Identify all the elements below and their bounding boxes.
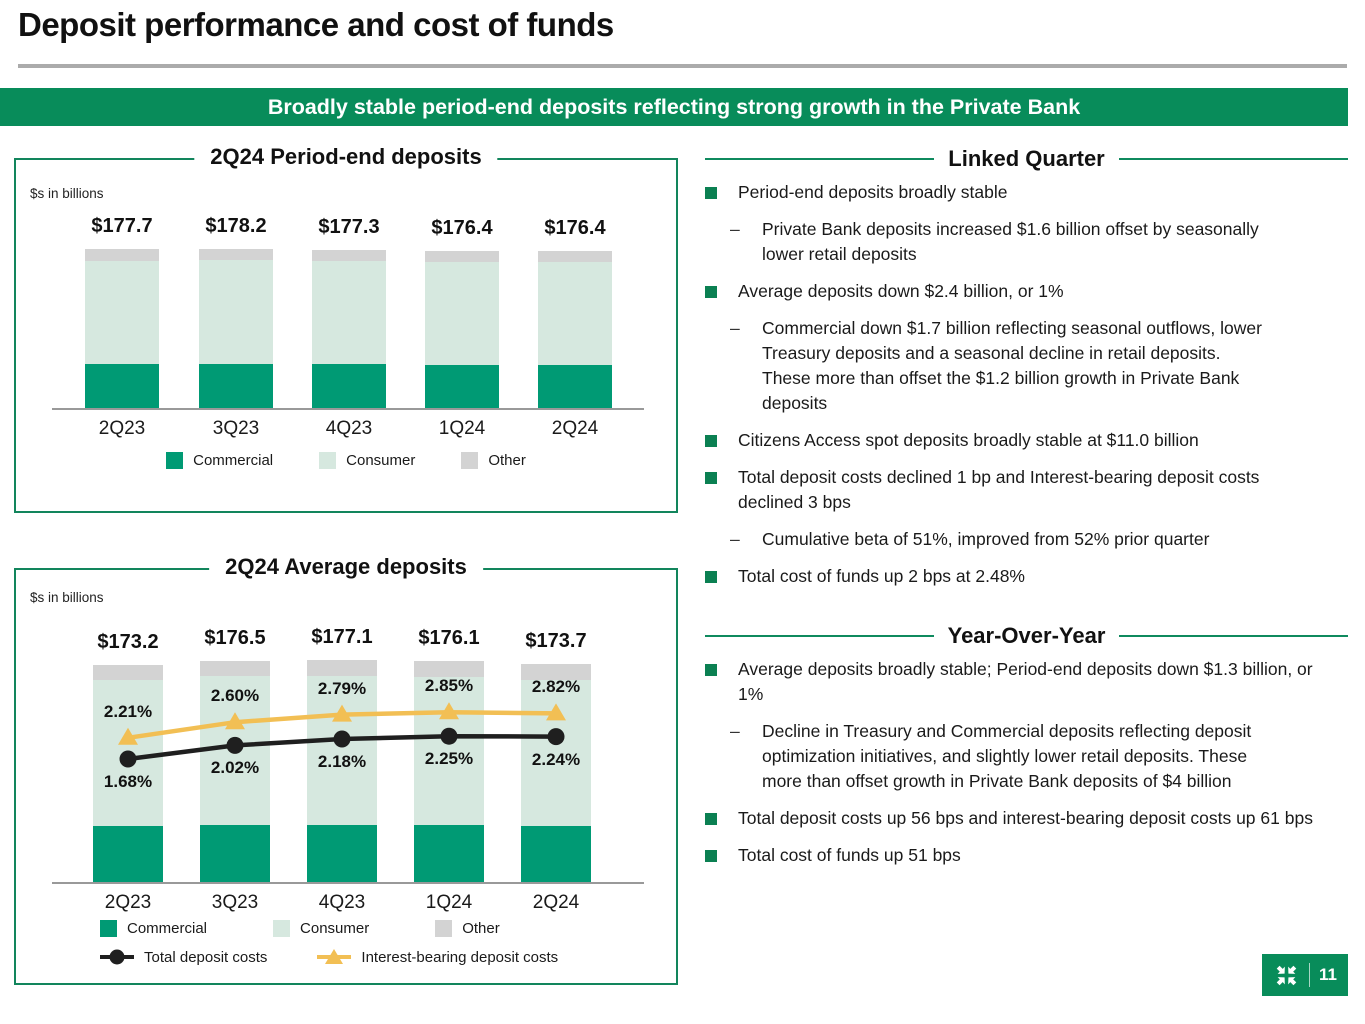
bar-segment-commercial: [200, 825, 270, 883]
bar-segment-consumer: [538, 262, 612, 365]
legend-item: [273, 920, 369, 937]
bullet-text: Period-end deposits broadly stable: [738, 182, 1008, 202]
bar-segment-other: [199, 249, 273, 260]
bar-segment-other: [307, 660, 377, 676]
bullet-square-icon: [705, 187, 717, 199]
section-title: Linked Quarter: [948, 146, 1105, 171]
bullet-text: Total cost of funds up 51 bps: [738, 845, 961, 865]
bullet-text: Private Bank deposits increased $1.6 billion offset by seasonally lower retail deposits: [762, 219, 1259, 264]
bullet-text: Total deposit costs declined 1 bp and Interest-bearing deposit costs declined 3 bps: [738, 467, 1260, 512]
legend-label: Other: [488, 452, 526, 469]
bullet-item: [705, 465, 1348, 515]
triangle-marker-icon: [317, 948, 351, 966]
bar-total-label: $178.2: [205, 215, 267, 237]
legend-item: [100, 920, 207, 937]
legend-label: Total deposit costs: [144, 948, 268, 966]
bullet-square-icon: [705, 850, 717, 862]
sub-bullet-item: [705, 719, 1348, 794]
line-value-label: 2.21%: [103, 701, 153, 721]
bar-total-label: $173.7: [525, 630, 587, 653]
header-rule-left: [705, 635, 934, 637]
bar-total-label: $177.7: [91, 215, 153, 238]
sub-bullet-item: [705, 316, 1348, 416]
line-value-label: 2.25%: [424, 749, 474, 769]
line-value-label: 2.60%: [210, 686, 260, 706]
units-label: $s in billions: [30, 590, 104, 605]
bar-segment-commercial: [414, 825, 484, 883]
bar-segment-other: [200, 661, 270, 677]
legend-item: [166, 452, 273, 469]
bar-total-label: $176.4: [544, 216, 606, 239]
badge-divider: [1309, 963, 1310, 987]
line-value-label: 2.82%: [531, 677, 581, 697]
bullet-square-icon: [705, 435, 717, 447]
bar-total-label: $173.2: [97, 630, 159, 653]
bar-total-label: $176.5: [204, 626, 266, 649]
bullet-item: [705, 428, 1348, 453]
sub-bullet-item: [705, 527, 1348, 552]
line-value-label: 2.79%: [317, 678, 367, 698]
bar-total-label: $177.1: [311, 626, 373, 648]
x-axis-label: 4Q23: [325, 418, 373, 439]
bar-total-label: $176.1: [418, 627, 480, 650]
bullet-item: [705, 806, 1348, 831]
line-value-label: 2.24%: [531, 749, 581, 769]
bullet-text: Citizens Access spot deposits broadly stable at $11.0 billion: [738, 430, 1199, 450]
legend-label: Commercial: [127, 920, 208, 937]
line-value-label: 2.02%: [210, 758, 260, 778]
bullet-item: [705, 279, 1348, 304]
line-value-label: 1.68%: [103, 772, 153, 791]
line-value-label: 2.18%: [317, 752, 367, 771]
bar-segment-commercial: [199, 364, 273, 409]
sub-bullet-dash: –: [730, 318, 740, 338]
period-end-deposits-chart: [14, 144, 678, 513]
linked-quarter-header: [705, 146, 1348, 172]
sub-bullet-item: [705, 217, 1348, 267]
bar-segment-commercial: [307, 825, 377, 883]
legend-item: [435, 920, 500, 937]
circle-marker-icon: [100, 948, 134, 966]
bar-segment-consumer: [312, 261, 386, 364]
bullet-text: Average deposits down $2.4 billion, or 1%: [738, 281, 1064, 301]
title-rule: [18, 64, 1347, 68]
average-deposits-chart: [14, 554, 678, 985]
bar-segment-other: [538, 251, 612, 262]
sub-bullet-dash: –: [730, 721, 740, 741]
x-axis-label: 3Q23: [212, 418, 260, 439]
bar-total-label: $177.3: [318, 215, 380, 238]
x-axis-label: 2Q23: [104, 892, 152, 913]
bar-segment-other: [312, 250, 386, 261]
header-rule-left: [705, 158, 934, 160]
legend-swatch-icon: [435, 920, 452, 937]
bar-segment-other: [414, 661, 484, 677]
header-rule-right: [1119, 158, 1348, 160]
bar-segment-other: [425, 251, 499, 262]
x-axis-label: 1Q24: [438, 418, 486, 439]
bullet-text: Cumulative beta of 51%, improved from 52% prior quarter: [762, 529, 1210, 549]
x-axis-label: 2Q23: [98, 418, 146, 439]
bar-segment-consumer: [425, 262, 499, 365]
x-axis-label: 3Q23: [211, 892, 259, 913]
x-axis-label: 4Q23: [318, 892, 366, 913]
bar-total-label: $176.4: [431, 216, 493, 239]
x-axis-label: 1Q24: [425, 892, 473, 913]
headline-banner: Broadly stable period-end deposits reflecting strong growth in the Private Bank: [0, 88, 1348, 126]
bullet-text: Average deposits broadly stable; Period-end deposits down $1.3 billion, or 1%: [738, 659, 1313, 704]
chart-legend-lines: [100, 948, 558, 966]
bullet-square-icon: [705, 664, 717, 676]
x-axis-label: 2Q24: [551, 418, 599, 439]
bullet-square-icon: [705, 813, 717, 825]
section-title: Year-Over-Year: [947, 623, 1106, 648]
bar-segment-commercial: [425, 365, 499, 409]
bullet-square-icon: [705, 472, 717, 484]
legend-swatch-icon: [273, 920, 290, 937]
units-label: $s in billions: [30, 186, 104, 201]
header-rule-right: [1119, 635, 1348, 637]
legend-label: Other: [462, 920, 500, 937]
year-over-year-bullets: [705, 657, 1348, 868]
page-title: Deposit performance and cost of funds: [18, 6, 614, 43]
bar-segment-commercial: [85, 364, 159, 409]
line-value-label: 2.85%: [424, 676, 474, 696]
legend-item: [461, 452, 526, 469]
bar-segment-other: [85, 249, 159, 260]
sub-bullet-dash: –: [730, 219, 740, 239]
chart-legend: [16, 452, 676, 469]
x-axis-label: 2Q24: [532, 892, 580, 913]
bullet-text: Total cost of funds up 2 bps at 2.48%: [738, 566, 1025, 586]
legend-item: [100, 948, 267, 966]
commentary-panel: [705, 146, 1348, 880]
chart-title: 2Q24 Period-end deposits: [194, 144, 497, 170]
legend-swatch-icon: [319, 452, 336, 469]
bullet-item: [705, 657, 1348, 707]
chart-legend-bars: [100, 920, 500, 937]
chart-title: 2Q24 Average deposits: [209, 554, 483, 580]
sub-bullet-dash: –: [730, 529, 740, 549]
page-badge: [1262, 954, 1348, 996]
bar-segment-consumer: [199, 260, 273, 364]
year-over-year-header: [705, 623, 1348, 649]
bar-segment-other: [93, 665, 163, 680]
legend-swatch-icon: [166, 452, 183, 469]
bullet-square-icon: [705, 571, 717, 583]
legend-label: Interest-bearing deposit costs: [361, 948, 559, 966]
x-axis-line: [52, 408, 644, 410]
bullet-square-icon: [705, 286, 717, 298]
legend-swatch-icon: [100, 920, 117, 937]
bullet-item: [705, 843, 1348, 868]
bullet-item: [705, 564, 1348, 589]
legend-item: [319, 452, 415, 469]
legend-item: [317, 948, 558, 966]
page-number: 11: [1319, 965, 1337, 984]
bar-segment-commercial: [538, 365, 612, 409]
bar-segment-commercial: [312, 364, 386, 409]
citizens-daisy-logo-icon: [1273, 962, 1300, 989]
legend-swatch-icon: [461, 452, 478, 469]
legend-label: Consumer: [300, 920, 370, 937]
bar-segment-commercial: [93, 826, 163, 883]
bullet-text: Total deposit costs up 56 bps and interest-bearing deposit costs up 61 bps: [738, 808, 1313, 828]
bar-segment-commercial: [521, 826, 591, 883]
legend-label: Consumer: [346, 452, 416, 469]
bullet-text: Decline in Treasury and Commercial deposits reflecting deposit optimization initiatives, and slightly lower retail deposits. These more than offset growth in Private Bank deposits of $4 billion: [762, 721, 1252, 791]
linked-quarter-bullets: [705, 180, 1348, 589]
bullet-text: Commercial down $1.7 billion reflecting seasonal outflows, lower Treasury deposits and a seasonal decline in retail deposits. These more than offset the $1.2 billion growth in Private Bank deposits: [762, 318, 1262, 413]
bar-segment-consumer: [85, 261, 159, 365]
bullet-item: [705, 180, 1348, 205]
x-axis-line: [52, 882, 644, 884]
legend-label: Commercial: [193, 452, 274, 469]
